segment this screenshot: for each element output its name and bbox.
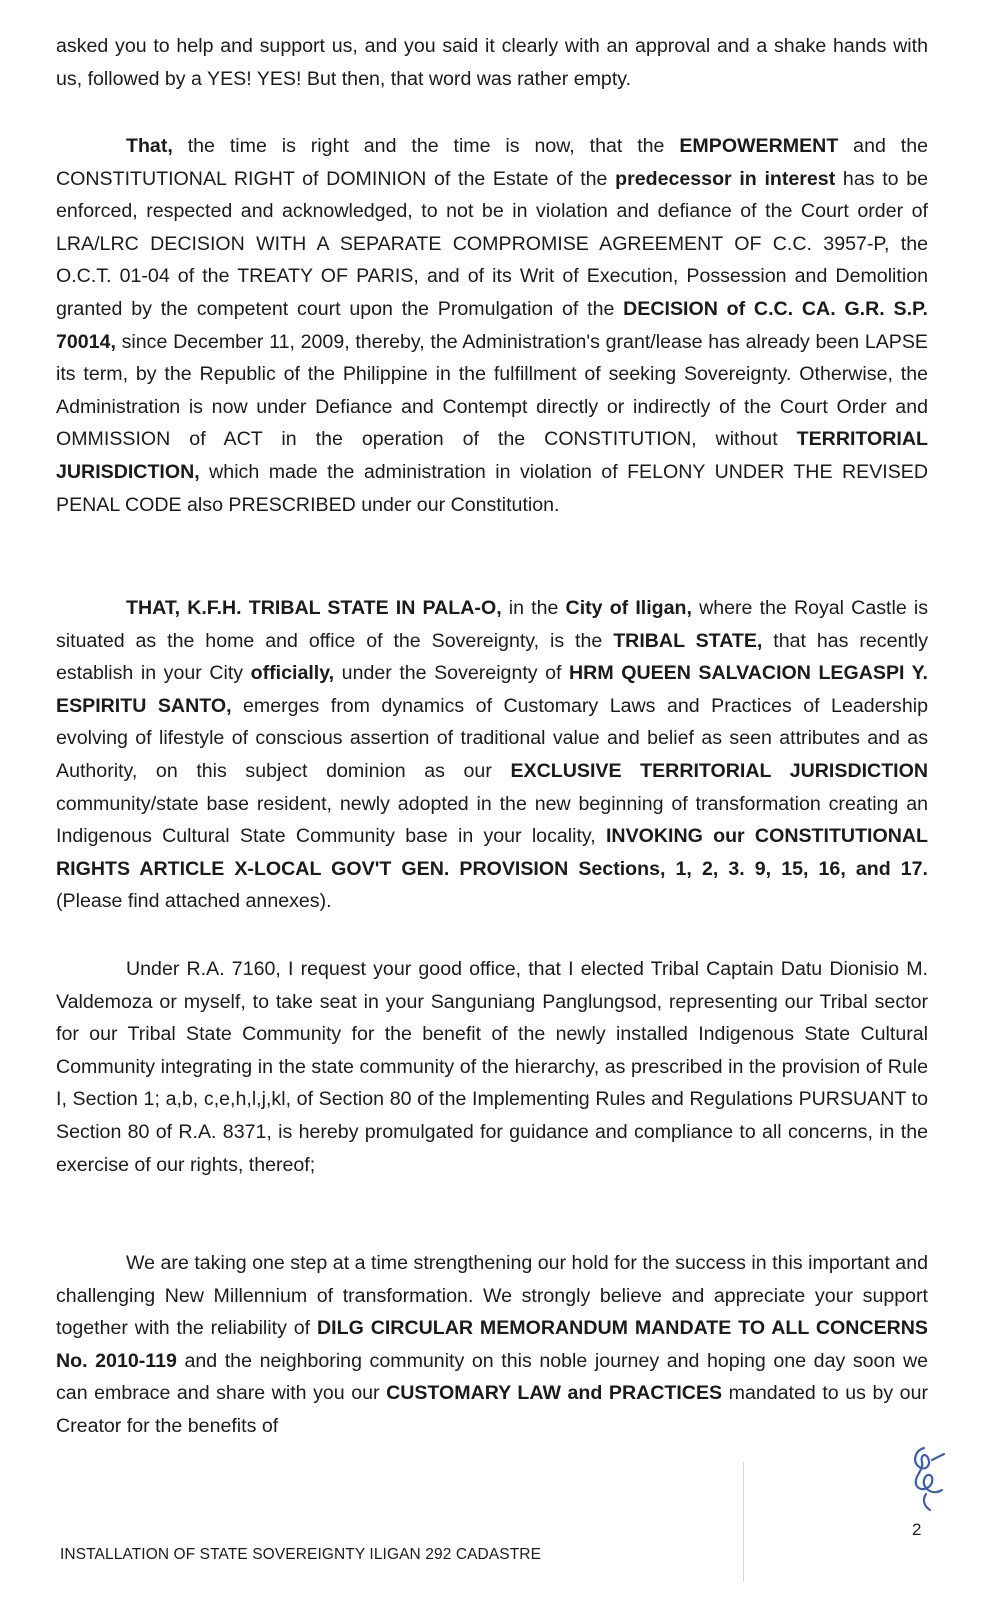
paragraph-3-text-2: where the Royal Castle is situated as the home and office of the Sovereignty, is the (56, 597, 928, 652)
footer-text: INSTALLATION OF STATE SOVEREIGNTY ILIGAN 292 CADASTRE (60, 1546, 542, 1563)
paragraph-3-bold-5: HRM QUEEN SALVACION LEGASPI Y. ESPIRITU SANTO, (56, 662, 928, 717)
paragraph-3-bold-7: INVOKING our CONSTITUTIONAL RIGHTS ARTICLE X-LOCAL GOV'T GEN. PROVISION Sections, 1, 2, 3. 9, 15, 16, and 17. (56, 825, 928, 880)
handwritten-initials (902, 1440, 952, 1514)
paragraph-5-text-1: We are taking one step at a time strengthening our hold for the success in this important and challenging New Millennium of transformation. We strongly believe and appreciate your support together with the reliability of (56, 1252, 928, 1340)
paragraph-3-text-3: that has recently establish in your City (56, 629, 928, 685)
paragraph-3-text-1: in the (501, 597, 566, 619)
paragraph-2-bold-2: EMPOWERMENT (679, 135, 839, 157)
paragraph-5-text-2: and the neighboring community on this noble journey and hoping one day soon we can embrace and share with you our (56, 1349, 928, 1405)
paragraph-2-text-4: since December 11, 2009, thereby, the Administration's grant/lease has already been LAPSE its term, by the Republic of the Philippine in the fulfillment of seeking Sovereignty. Otherwise, the Administration is now under Defiance and Contempt directly or indirectly of the Court Order and OMMISSION of ACT in the operation of the CONSTITUTION, without (56, 330, 928, 451)
paragraph-5-bold-2: CUSTOMARY LAW and PRACTICES (386, 1382, 723, 1405)
paragraph-5-bold-1: DILG CIRCULAR MEMORANDUM MANDATE TO ALL CONCERNS No. 2010-119 (56, 1317, 929, 1372)
page-number: 2 (912, 1520, 922, 1539)
paragraph-2 (56, 130, 928, 521)
paragraph-3-bold-4: officially, (250, 662, 335, 685)
paragraph-2-text-3: has to be enforced, respected and acknowledged, to not be in violation and defiance of the Court order of LRA/LRC DECISION WITH A SEPARATE COMPROMISE AGREEMENT OF C.C. 3957-P, the O.C.T. 01-04 of the TREATY OF PARIS, and of its Writ of Execution, Possession and Demolition granted by the competent court upon the Promulgation of the (56, 167, 929, 320)
paragraph-2-bold-3: predecessor in interest (615, 167, 836, 190)
paragraph-3-bold-2: City of Iligan, (565, 597, 692, 619)
paragraph-3-text-4: under the Sovereignty of (334, 662, 570, 685)
paragraph-3-text-5: emerges from dynamics of Customary Laws and Practices of Leadership evolving of lifestyle of conscious assertion of traditional value and belief as seen attributes and as Authority, on this subject dominion as our (56, 694, 928, 782)
paragraph-3-bold-1: THAT, K.F.H. TRIBAL STATE IN PALA-O, (126, 597, 502, 619)
paragraph-5-text-3: mandated to us by our Creator for the benefits of (56, 1382, 929, 1437)
paragraph-5 (56, 1247, 928, 1443)
paragraph-4-text: Under R.A. 7160, I request your good office, that I elected Tribal Captain Datu Dionisio M. Valdemoza or myself, to take seat in your Sanguniang Panglungsod, representing our Tribal sector for our Tribal State Community for the benefit of the newly installed Indigenous State Cultural Community integrating in the state community of the hierarchy, as prescribed in the provision of Rule I, Section 1; a,b, c,e,h,l,j,kl, of Section 80 of the Implementing Rules and Regulations PURSUANT to Section 80 of R.A. 8371, is hereby promulgated for guidance and compliance to all concerns, in the exercise of our rights, thereof; (56, 958, 928, 1176)
paragraph-1 (56, 30, 928, 95)
paragraph-3-bold-6: EXCLUSIVE TERRITORIAL JURISDICTION (510, 759, 928, 782)
paragraph-4 (56, 953, 928, 1181)
paragraph-2-text-2: and the CONSTITUTIONAL RIGHT of DOMINION of the Estate of the (56, 135, 928, 190)
scan-margin-line (743, 1462, 744, 1582)
paragraph-3-text-7: (Please find attached annexes). (56, 890, 332, 913)
paragraph-2-bold-4: DECISION of C.C. CA. G.R. S.P. 70014, (56, 297, 929, 353)
paragraph-3-text-6: community/state base resident, newly adopted in the new beginning of transformation creating an Indigenous Cultural State Community base in your locality, (56, 792, 928, 848)
paragraph-1-text: asked you to help and support us, and you said it clearly with an approval and a shake hands with us, followed by a YES! YES! But then, that word was rather empty. (56, 35, 928, 90)
paragraph-2-bold-1: That, (126, 135, 173, 157)
paragraph-3 (56, 592, 928, 918)
paragraph-3-bold-3: TRIBAL STATE, (613, 629, 763, 652)
paragraph-2-text-5: which made the administration in violation of FELONY UNDER THE REVISED PENAL CODE also PRESCRIBED under our Constitution. (56, 460, 928, 516)
paragraph-2-text-1: the time is right and the time is now, that the (172, 135, 680, 157)
paragraph-2-bold-5: TERRITORIAL JURISDICTION, (56, 428, 928, 483)
